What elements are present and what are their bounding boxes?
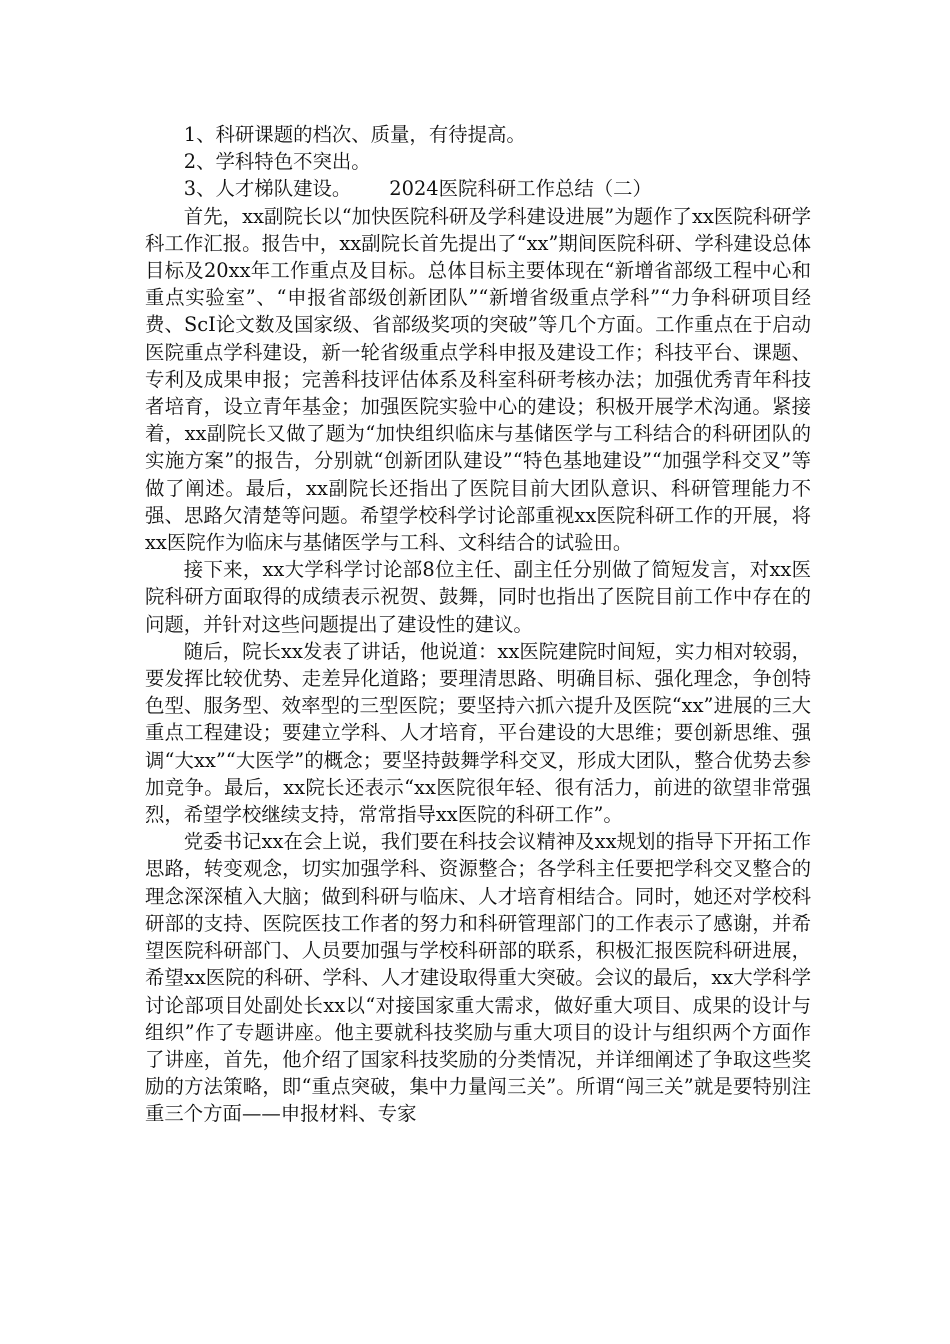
- list-item-1: 1、科研课题的档次、质量，有待提高。: [183, 123, 526, 146]
- list-item-3: [145, 175, 811, 202]
- list-item-2: 2、学科特色不突出。: [183, 150, 371, 174]
- paragraph-1: 首先，xx副院长以“加快医院科研及学科建设进展”为题作了xx医院科研学科工作汇报。报告中，xx副院长首先提出了“xx”期间医院科研、学科建设总体目标及20xx年工作重点及目标。总体目标主要体现在“新增省部级工程中心和重点实验室”、“申报省部级创新团队”“新增省级重点学科”“力争科研项目经费、ScI论文数及国家级、省部级奖项的突破”等几个方面。工作重点在于启动医院重点学科建设，新一轮省级重点学科申报及建设工作；科技平台、课题、专利及成果申报；完善科技评估体系及科室科研考核办法；加强优秀青年科技者培育，设立青年基金；加强医院实验中心的建设；积极开展学术沟通。紧接着，xx副院长又做了题为“加快组织临床与基储医学与工科结合的科研团队的实施方案”的报告，分别就“创新团队建设”“特色基地建设”“加强学科交叉”等做了阐述。最后，xx副院长还指出了医院目前大团队意识、科研管理能力不强、思路欠清楚等问题。希望学校科学讨论部重视xx医院科研工作的开展，将xx医院作为临床与基储医学与工科、文科结合的试验田。: [145, 204, 811, 555]
- paragraph-2: 接下来，xx大学科学讨论部8位主任、副主任分别做了简短发言，对xx医院科研方面取得的成绩表示祝贺、鼓舞，同时也指出了医院目前工作中存在的问题，并针对这些问题提出了建设性的建议。: [145, 558, 812, 636]
- paragraph-3: 随后，院长xx发表了讲话，他说道：xx医院建院时间短，实力相对较弱，要发挥比较优势、走差异化道路；要理清思路、明确目标、强化理念，争创特色型、服务型、效率型的三型医院；要坚持六抓六提升及医院“xx”进展的三大重点工程建设；要建立学科、人才培育，平台建设的大思维；要创新思维、强调“大xx”“大医学”的概念；要坚持鼓舞学科交叉，形成大团队，整合优势去参加竞争。最后，xx院长还表示“xx医院很年轻、很有活力，前进的欲望非常强烈，希望学校继续支持，常常指导xx医院的科研工作”。: [145, 639, 811, 827]
- document-page: [145, 121, 811, 1128]
- list-item-3-text: 3、人才梯队建设。: [183, 177, 352, 201]
- paragraph-4: 党委书记xx在会上说，我们要在科技会议精神及xx规划的指导下开拓工作思路，转变观念，切实加强学科、资源整合；各学科主任要把学科交叉整合的理念深深植入大脑；做到科研与临床、人才培育相结合。同时，她还对学校科研部的支持、医院医技工作者的努力和科研管理部门的工作表示了感谢，并希望医院科研部门、人员要加强与学校科研部的联系，积极汇报医院科研进展，希望xx医院的科研、学科、人才建设取得重大突破。会议的最后，xx大学科学讨论部项目处副处长xx以“对接国家重大需求，做好重大项目、成果的设计与组织”作了专题讲座。他主要就科技奖励与重大项目的设计与组织两个方面作了讲座，首先，他介绍了国家科技奖励的分类情况，并详细阐述了争取这些奖励的方法策略，即“重点突破，集中力量闯三关”。所谓“闯三关”就是要特别注重三个方面——申报材料、专家: [145, 830, 811, 1126]
- section-title: 2024医院科研工作总结（二）: [389, 177, 652, 201]
